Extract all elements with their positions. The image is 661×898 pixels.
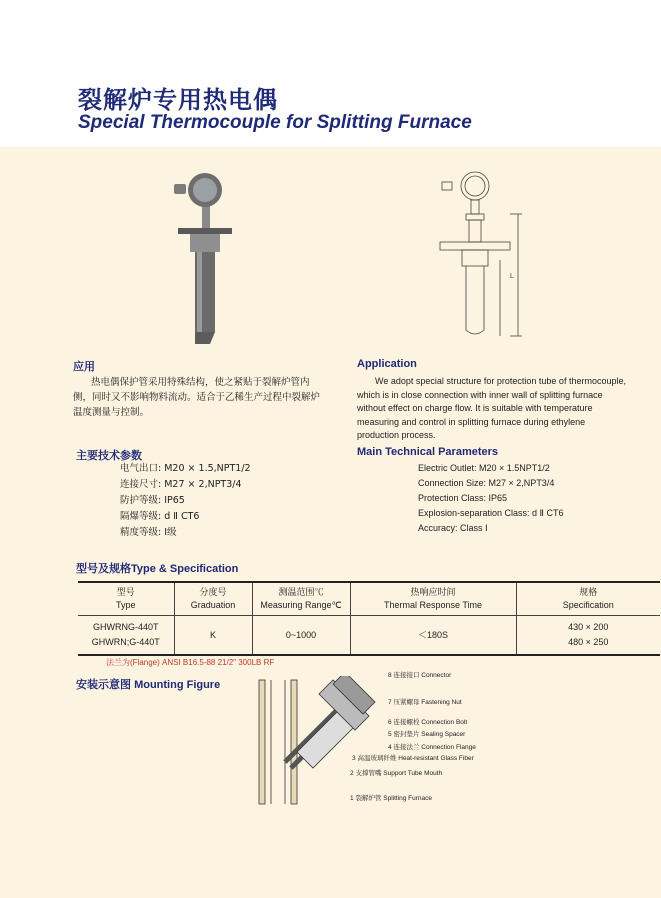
flange-note: 法兰为(Flange) ANSI B16.5-88 21/2" 300LB RF <box>106 658 275 667</box>
type-value: GHWRN;G-440T <box>91 637 160 647</box>
label-en: Sealing Spacer <box>421 731 466 738</box>
label-num: 1 <box>350 795 354 802</box>
mounting-heading-en: Mounting Figure <box>134 679 221 691</box>
param-row-en: Explosion-separation Class: d Ⅱ CT6 <box>418 508 564 518</box>
label-cn: 密封垫片 <box>393 731 420 738</box>
label-num: 5 <box>388 731 392 738</box>
spec-heading: 型号及规格Type & Specification <box>76 563 239 575</box>
mounting-heading <box>76 676 220 692</box>
technical-drawing <box>430 170 540 345</box>
mounting-label <box>388 742 476 751</box>
mounting-heading-cn: 安装示意图 <box>76 679 131 691</box>
table-header-row <box>78 582 660 616</box>
param-value: Ⅰ级 <box>164 527 177 538</box>
table-cell-range: 0~1000 <box>252 616 350 656</box>
header-cn: 分度号 <box>199 587 227 597</box>
header-en: Specification <box>562 600 614 610</box>
table-cell-graduation: K <box>174 616 252 656</box>
param-label: 隔爆等级: <box>120 511 162 522</box>
table-cell-type <box>78 616 174 656</box>
label-cn: 连接接口 <box>393 672 420 679</box>
application-heading-en: Application <box>357 358 417 370</box>
table-header-cell <box>516 582 660 616</box>
label-num: 3 <box>352 755 356 762</box>
label-en: Heat-resistant Glass Fiber <box>398 755 474 762</box>
spec-value: 430 × 200 <box>568 622 609 632</box>
param-label: 电气出口: <box>120 463 162 474</box>
params-list-en <box>418 461 564 536</box>
mounting-label <box>388 717 467 726</box>
header-en: Thermal Response Time <box>383 600 483 610</box>
product-photo <box>160 168 260 348</box>
application-text-en-line: without effect on charge flow. It is suitable with temperature <box>357 403 593 413</box>
spec-table <box>78 581 660 656</box>
header-cn: 型号 <box>116 587 135 597</box>
label-num: 2 <box>350 770 354 777</box>
spec-value: 480 × 250 <box>568 637 609 647</box>
application-text-cn-line: 热电偶保护管采用特殊结构，使之紧贴于裂解炉管内 <box>91 377 310 388</box>
dim-label: L <box>510 273 514 280</box>
param-row-en: Protection Class: IP65 <box>418 493 508 503</box>
param-label: 防护等级: <box>120 495 162 506</box>
label-cn: 压紧螺母 <box>393 699 420 706</box>
label-en: Connector <box>421 672 452 679</box>
param-value: M27 × 2,NPT3/4 <box>164 479 242 490</box>
table-row <box>78 616 660 656</box>
param-row-cn <box>120 477 251 493</box>
application-text-cn-line: 温度测量与控制。 <box>73 407 150 418</box>
label-cn: 高温玻璃纤维 <box>357 755 397 762</box>
mounting-drawing <box>255 676 395 811</box>
table-cell-spec <box>516 616 660 656</box>
application-text-en <box>357 375 657 443</box>
param-row-cn <box>120 493 251 509</box>
label-cn: 裂解炉管 <box>355 795 382 802</box>
mounting-label <box>388 697 462 706</box>
header-en: Type <box>115 600 136 610</box>
param-row-cn <box>120 509 251 525</box>
label-en: Splitting Furnace <box>383 795 433 802</box>
params-list-cn <box>120 461 251 541</box>
mounting-label <box>350 768 442 777</box>
page-title-cn: 裂解炉专用热电偶 <box>78 86 278 114</box>
mounting-label <box>388 670 451 679</box>
application-text-en-line: which is in close connection with inner wall of splitting furnace <box>357 389 603 400</box>
header-cn: 测温范围℃ <box>278 587 324 597</box>
label-en: Connection Bolt <box>421 719 468 726</box>
param-value: d Ⅱ CT6 <box>164 511 200 522</box>
application-heading-cn: 应用 <box>73 361 95 373</box>
label-num: 8 <box>388 672 392 679</box>
label-num: 6 <box>388 719 392 726</box>
param-row-en: Connection Size: M27 × 2,NPT3/4 <box>418 478 555 488</box>
mounting-label <box>350 793 432 802</box>
application-text-en-line: production process. <box>357 430 436 440</box>
header-en: Graduation <box>190 600 236 610</box>
param-value: M20 × 1.5,NPT1/2 <box>164 463 251 474</box>
header-en: Measuring Range℃ <box>260 600 342 610</box>
label-en: Fastening Nut <box>421 699 462 706</box>
label-cn: 连接螺栓 <box>393 719 420 726</box>
label-num: 7 <box>388 699 392 706</box>
header-cn: 热响应时间 <box>410 587 456 597</box>
mounting-label <box>388 729 465 738</box>
param-label: 精度等级: <box>120 527 162 538</box>
application-text-en-line: We adopt special structure for protection tube of thermocouple, <box>375 376 626 386</box>
label-en: Connection Flange <box>421 744 476 751</box>
param-row-en: Electric Outlet: M20 × 1.5NPT1/2 <box>418 463 550 473</box>
table-header-cell <box>252 582 350 616</box>
table-cell-response: ＜180S <box>350 616 516 656</box>
param-row-cn <box>120 461 251 477</box>
label-en: Support Tube Mouth <box>383 770 443 777</box>
application-text-cn-line: 侧，同时又不影响物料流动。适合于乙稀生产过程中裂解炉 <box>73 392 321 403</box>
param-row-cn <box>120 525 251 541</box>
param-row-en: Accuracy: Class Ⅰ <box>418 523 488 533</box>
params-heading-en: Main Technical Parameters <box>357 446 499 458</box>
header-cn: 规格 <box>579 587 598 597</box>
table-header-cell <box>78 582 174 616</box>
params-heading-cn: 主要技术参数 <box>76 450 142 462</box>
page-title-en: Special Thermocouple for Splitting Furnace <box>78 112 472 133</box>
param-value: IP65 <box>164 495 185 506</box>
table-header-cell <box>174 582 252 616</box>
param-label: 连接尺寸: <box>120 479 162 490</box>
application-text-cn <box>73 375 343 420</box>
type-value: GHWRNG-440T <box>92 622 159 632</box>
label-cn: 支撑管嘴 <box>355 770 382 777</box>
table-header-cell <box>350 582 516 616</box>
mounting-label <box>352 753 474 762</box>
label-cn: 连接法兰 <box>393 744 420 751</box>
application-text-en-line: measuring and control in splitting furnace during ethylene <box>357 416 586 427</box>
label-num: 4 <box>388 744 392 751</box>
